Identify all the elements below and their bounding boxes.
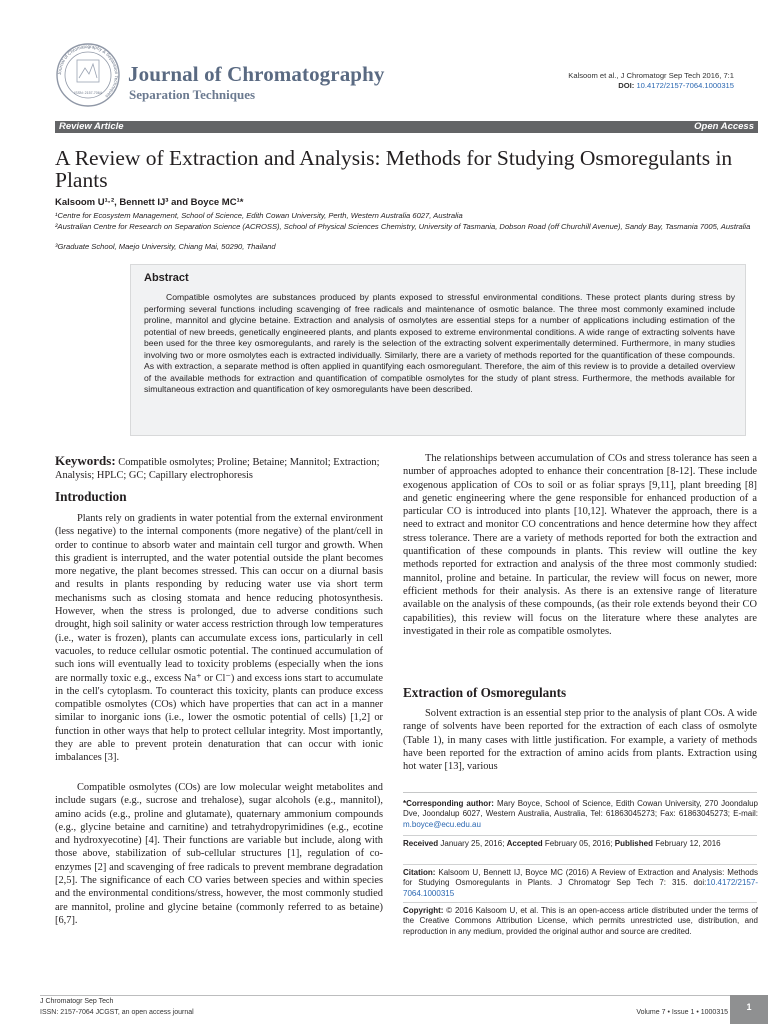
keywords: [55, 454, 383, 483]
abstract-heading: Abstract: [144, 272, 189, 284]
logo-ring-text: Journal of Chromatography & Separation Techniques: [56, 43, 120, 99]
header-doi: [618, 81, 734, 90]
corresponding-label: *Corresponding author:: [403, 799, 494, 808]
citation-label: Citation:: [403, 868, 436, 877]
notes-divider: [403, 902, 757, 903]
introduction-heading: Introduction: [55, 489, 127, 504]
notes-rule: [403, 792, 757, 793]
paragraph: Compatible osmolytes (COs) are low molecular weight metabolites and include sugars (e.g., sucrose and trehalose), sugar alcohols (e.g., mannitol), amino acids (e.g., proline and glutamate), quaternary ammonium compounds (e.g., glycine betaine and carnitine) and tetrahydropyrimidines (e.g., ecotine and hydroxyecotine) [4]. Their functions are variable but include, along with those above, stabilization of sub-cellular structures [1], regulation of co-enzymes [2] and scavenging of free radicals to prevent membrane degradation [2,5]. The significance of each CO varies between species and within species and the environmental conditions/stress, however, the most commonly studied are mannitol, proline and glycine betaine (commonly referred to as betaine) [6,7].: [55, 782, 383, 926]
citation-note: [403, 868, 758, 899]
article-type-bar: [55, 121, 758, 133]
corresponding-email[interactable]: m.boyce@ecu.edu.au: [403, 819, 481, 829]
received-date: January 25, 2016;: [440, 839, 505, 848]
journal-subtitle: Separation Techniques: [129, 87, 256, 102]
notes-divider: [403, 864, 757, 865]
abstract-text: Compatible osmolytes are substances produced by plants exposed to stressful environmental conditions. These protect plants during stress by performing several functions including scavenging of free radicals and maintenance of osmotic balance. The three most commonly examined include proline, mannitol and glycine betaine. Extraction and analysis of osmolytes are essential steps for a number of applications including estimation of the potential of new breeds, genetically engineered plants, and plants exposed to extreme environmental conditions. A wide range of extracting solvents have been used for the three key osmoregulants, and rarely is the selection of the extracting solvent experimentally determined. Furthermore, in many studies involving two or more osmolytes each is extracted individually. Similarly, there are a variety of methods reported for the quantification of these compounds. As with extraction, a separate method is often applied in quantifying each osmoregulant. Therefore, the aim of this review is to provide a detailed overview of the available methods for extraction and quantification of compatible osmolytes for the study of plant stress. Furthermore, the methods available for simultaneous extraction and quantification of key osmoregulants have been described.: [144, 292, 735, 394]
published-date: February 12, 2016: [655, 839, 721, 848]
footer-rule: [40, 995, 730, 996]
corresponding-author: [403, 799, 758, 830]
footer-volume: Volume 7 • Issue 1 • 1000315: [636, 1009, 728, 1016]
received-label: Received: [403, 839, 439, 848]
journal-title: Journal of Chromatography: [128, 62, 385, 86]
corresponding-text: Mary Boyce, School of Science, Edith Cowan University, 270 Joondalup Dve, Joondalup 6027, Western Australia, Australia, Tel: 61863045273; Fax: 61863045273; E-mail:: [403, 799, 758, 819]
published-label: Published: [614, 839, 653, 848]
paragraph: The relationships between accumulation of COs and stress tolerance has seen a number of approaches adopted to enhance their concentration [8-12]. These include exogenous application of COs to soil or as foliar sprays [9,11], plant breeding [8] and genetic engineering where the gene responsible for enhanced production of a particular CO is introduced into plants [10,12]. Whatever the approach, there is a need to extract and monitor CO concentrations and hence determine how they affect stress tolerance. There are a variety of methods reported for both the extraction and quantification of these compounds in plants. This review will outline the key methods reported for extraction and analysis of the three most commonly studied: mannitol, proline and betaine. In particular, the review will focus on newer, more efficient methods for their analysis. As there is an extensive range of literature available on the analysis of these compounds, (as their role extends beyond their CO capabilities), this review will focus on the literature where these analytes are investigated in their role as compatible osmolytes.: [403, 453, 757, 637]
copyright-note: [403, 906, 758, 937]
copyright-label: Copyright:: [403, 906, 444, 915]
affiliation-3: ³Graduate School, Maejo University, Chiang Mai, 50290, Thailand: [55, 242, 276, 251]
paragraph: Plants rely on gradients in water potential from the external environment (less negative) to the internal components (more negative) of the plant/cell in order to continue to absorb water and maintain cell turgor and growth. When this gradient is interrupted, and the water potential outside the plant becomes more negative, the plant becomes stressed. This can occur on a diurnal basis and results in plants responding by reducing water use via short term mechanisms such as closing stomata and hence reducing photosynthesis. However, when the stress is prolonged, due to adverse conditions such drought, high soil salinity or water access restriction through low temperatures (i.e., water is frozen), plants can accumulate excess ions, particularly in cell vacuoles, to reduce cellular osmotic potential. The continued accumulation of such ions will eventually lead to toxicity problems (especially when the ions are normally toxic e.g., excess Na⁺ or Cl⁻) and excess ions start to accumulate in the cell's cytoplasm. To counteract this toxicity, plants can produce excess compatible osmolytes (COs) which have properties that can act in a manner similar to inorganic ions (i.e., lower the osmotic potential of cells) [1,2] or function in other ways that help to protect cellular integrity. Most importantly, they are able to prevent protein denaturation that can occur with ionic imbalances [3].: [55, 513, 383, 764]
extraction-heading: Extraction of Osmoregulants: [403, 685, 567, 700]
footer-issn: ISSN: 2157-7064 JCGST, an open access journal: [40, 1009, 194, 1016]
footer-journal: J Chromatogr Sep Tech: [40, 998, 114, 1005]
copyright-text: © 2016 Kalsoom U, et al. This is an open-access article distributed under the terms of the Creative Commons Attribution License, which permits unrestricted use, distribution, and reproduction in any medium, provided the original author and source are credited.: [403, 906, 758, 936]
citation-text: Kalsoom U, Bennett IJ, Boyce MC (2016) A Review of Extraction and Analysis: Methods for Studying Osmoregulants in Plants. J Chromatogr Sep Tech 7: 315. doi:: [403, 868, 758, 888]
article-title: A Review of Extraction and Analysis: Methods for Studying Osmoregulants in Plants: [55, 146, 733, 192]
extraction-paragraph: [403, 707, 757, 773]
citation-doi-link[interactable]: 10.4172/2157-7064.1000315: [403, 878, 758, 898]
doi-label: DOI:: [618, 81, 635, 90]
intro-paragraph-2: [55, 781, 383, 927]
header-citation: Kalsoom et al., J Chromatogr Sep Tech 2016, 7:1: [568, 71, 734, 80]
paragraph: Solvent extraction is an essential step prior to the analysis of plant COs. A wide range of solvents have been reported for the extraction of each class of osmolyte (Table 1), in many cases with little justification. For example, a variety of methods have been reported for the extraction of amino acids from plants. Extraction using hot water [13], various: [403, 708, 757, 773]
notes-divider: [403, 835, 757, 836]
page-number: 1: [746, 1002, 752, 1012]
author-list: Kalsoom U¹·², Bennett IJ³ and Boyce MC¹*: [55, 197, 244, 208]
logo-issn: ISSN: 2157-7064: [74, 91, 102, 95]
intro-paragraph-3: [403, 452, 757, 638]
article-type: Review Article: [59, 121, 124, 132]
doi-link[interactable]: 10.4172/2157-7064.1000315: [636, 81, 734, 90]
keywords-text: Compatible osmolytes; Proline; Betaine; Mannitol; Extraction; Analysis; HPLC; GC; Capillary electrophoresis: [55, 457, 380, 482]
accepted-label: Accepted: [506, 839, 543, 848]
affiliation-2: ²Australian Centre for Research on Separation Science (ACROSS), School of Physical Sciences Chemistry, University of Tasmania, Dobson Road (off Churchill Avenue), Sandy Bay, Tasmania 7005, Australia: [55, 222, 751, 231]
article-dates: [403, 839, 758, 849]
access-label: Open Access: [694, 121, 754, 132]
keywords-label: Keywords:: [55, 453, 116, 468]
intro-paragraph-1: [55, 512, 383, 765]
journal-logo: [55, 42, 121, 108]
accepted-date: February 05, 2016;: [544, 839, 613, 848]
affiliation-1: ¹Centre for Ecosystem Management, School of Science, Edith Cowan University, Perth, Western Australia 6027, Australia: [55, 211, 463, 220]
